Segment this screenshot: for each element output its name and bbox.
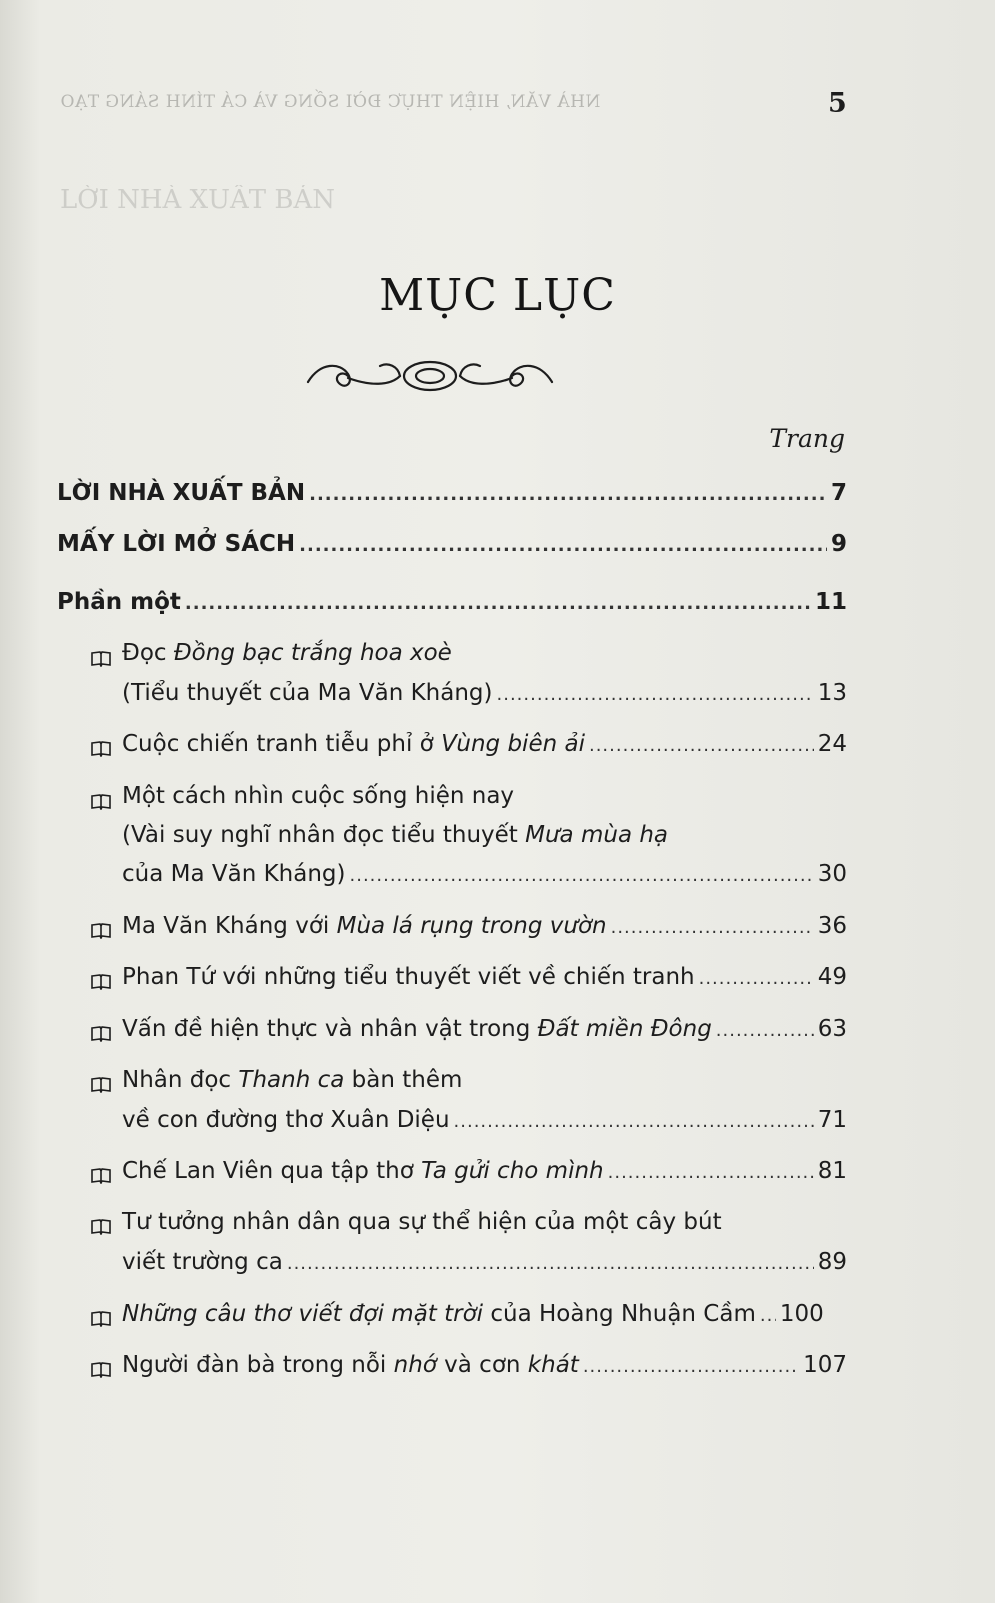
leader-dots xyxy=(608,1157,814,1189)
leader-dots xyxy=(583,1351,799,1383)
page-number: 5 xyxy=(828,88,847,119)
page-column-label: Trang xyxy=(769,424,845,453)
article-3-line[interactable]: của Ma Văn Kháng) ..... 30 xyxy=(122,858,847,892)
article-8-line[interactable]: Chế Lan Viên qua tập thơ Ta gửi cho mình ..... 81 xyxy=(122,1155,847,1189)
running-head: NHÀ VĂN, HIỆN THỰC ĐỜI SỐNG VÀ CÁ TÍNH SÁNG TẠO xyxy=(60,92,601,112)
leader-dots xyxy=(185,588,811,620)
article-7-line[interactable]: về con đường thơ Xuân Diệu ..... 71 xyxy=(122,1104,847,1138)
article-4-line[interactable]: Ma Văn Kháng với Mùa lá rụng trong vườn ..... 36 xyxy=(122,910,847,944)
book-icon xyxy=(91,1076,111,1093)
article-1-line[interactable]: (Tiểu thuyết của Ma Văn Kháng) ..... 13 xyxy=(122,677,847,711)
article-9-line[interactable]: viết trường ca ..... 89 xyxy=(122,1246,847,1280)
leader-dots xyxy=(589,730,814,762)
article-7-title[interactable]: Nhân đọc Thanh ca bàn thêm xyxy=(122,1067,463,1093)
book-icon xyxy=(91,740,111,757)
article-10-line[interactable]: Những câu thơ viết đợi mặt trời của Hoàng Nhuận Cầm ..... 100 xyxy=(122,1298,847,1332)
leader-dots xyxy=(287,1248,814,1280)
article-3-subtitle: (Vài suy nghĩ nhân đọc tiểu thuyết Mưa mùa hạ xyxy=(122,822,669,848)
leader-dots xyxy=(611,912,814,944)
article-6-line[interactable]: Vấn đề hiện thực và nhân vật trong Đất miền Đông ..... 63 xyxy=(122,1013,847,1047)
article-11-line[interactable]: Người đàn bà trong nỗi nhớ và cơn khát ..... 107 xyxy=(122,1349,847,1383)
book-icon xyxy=(91,1025,111,1042)
toc-entry-part-one[interactable]: Phần một ..... 11 xyxy=(57,586,847,620)
page-title: MỤC LỤC xyxy=(379,270,616,321)
book-icon xyxy=(91,793,111,810)
article-1-title[interactable]: Đọc Đồng bạc trắng hoa xoè xyxy=(122,640,452,666)
leader-dots xyxy=(699,963,814,995)
leader-dots xyxy=(716,1015,814,1047)
book-icon xyxy=(91,922,111,939)
book-icon xyxy=(91,973,111,990)
leader-dots xyxy=(299,530,827,562)
leader-dots xyxy=(760,1300,776,1332)
article-3-title[interactable]: Một cách nhìn cuộc sống hiện nay xyxy=(122,783,515,809)
article-9-title[interactable]: Tư tưởng nhân dân qua sự thể hiện của một cây bút xyxy=(122,1209,722,1235)
leader-dots xyxy=(350,860,814,892)
leader-dots xyxy=(454,1106,814,1138)
article-5-line[interactable]: Phan Tứ với những tiểu thuyết viết về chiến tranh ..... 49 xyxy=(122,961,847,995)
toc-entry-publisher-note[interactable]: LỜI NHÀ XUẤT BẢN ..... 7 xyxy=(57,477,847,511)
book-icon xyxy=(91,650,111,667)
article-2-line[interactable]: Cuộc chiến tranh tiễu phỉ ở Vùng biên ải ..... 24 xyxy=(122,728,847,762)
bleed-through-text: LỜI NHÀ XUẤT BẢN xyxy=(60,185,336,215)
book-icon xyxy=(91,1361,111,1378)
book-icon xyxy=(91,1218,111,1235)
leader-dots xyxy=(497,679,814,711)
book-icon xyxy=(91,1167,111,1184)
toc-entry-preface[interactable]: MẤY LỜI MỞ SÁCH ..... 9 xyxy=(57,528,847,562)
leader-dots xyxy=(309,479,827,511)
book-icon xyxy=(91,1310,111,1327)
